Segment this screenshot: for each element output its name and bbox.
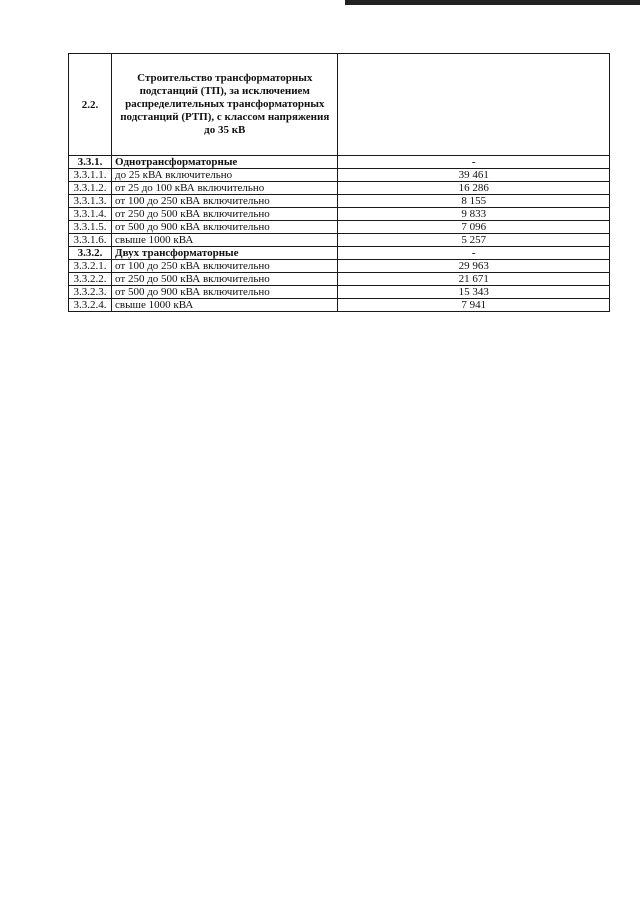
table-row [69, 195, 610, 208]
table-row [69, 169, 610, 182]
table-row [69, 299, 610, 312]
row-number: 3.3.1.6. [69, 234, 112, 247]
row-value: - [338, 156, 610, 169]
row-number: 3.3.1.1. [69, 169, 112, 182]
table-row [69, 234, 610, 247]
table-row [69, 260, 610, 273]
row-number: 3.3.1. [69, 156, 112, 169]
table-row [69, 182, 610, 195]
row-number: 3.3.1.3. [69, 195, 112, 208]
table-header-row [69, 54, 610, 156]
row-value: 15 343 [338, 286, 610, 299]
table-body [69, 54, 610, 312]
scan-edge-mark [345, 0, 640, 5]
row-number: 3.3.2.3. [69, 286, 112, 299]
table-row [69, 156, 610, 169]
table-row [69, 247, 610, 260]
table-row [69, 208, 610, 221]
header-number: 2.2. [69, 54, 112, 156]
row-value: 21 671 [338, 273, 610, 286]
row-name: от 250 до 500 кВА включительно [112, 208, 338, 221]
row-value: 16 286 [338, 182, 610, 195]
row-name: Однотрансформаторные [112, 156, 338, 169]
row-value: 39 461 [338, 169, 610, 182]
row-name: свыше 1000 кВА [112, 234, 338, 247]
row-value: 29 963 [338, 260, 610, 273]
row-name: свыше 1000 кВА [112, 299, 338, 312]
row-name: от 100 до 250 кВА включительно [112, 260, 338, 273]
row-name: от 100 до 250 кВА включительно [112, 195, 338, 208]
row-value: - [338, 247, 610, 260]
row-value: 7 096 [338, 221, 610, 234]
row-value: 7 941 [338, 299, 610, 312]
table-row [69, 273, 610, 286]
row-number: 3.3.2. [69, 247, 112, 260]
table-row [69, 286, 610, 299]
row-number: 3.3.1.2. [69, 182, 112, 195]
row-value: 5 257 [338, 234, 610, 247]
row-number: 3.3.2.2. [69, 273, 112, 286]
row-name: Двух трансформаторные [112, 247, 338, 260]
row-number: 3.3.1.4. [69, 208, 112, 221]
row-number: 3.3.1.5. [69, 221, 112, 234]
table-row [69, 221, 610, 234]
row-name: от 25 до 100 кВА включительно [112, 182, 338, 195]
row-number: 3.3.2.1. [69, 260, 112, 273]
tariff-table [68, 53, 610, 312]
row-number: 3.3.2.4. [69, 299, 112, 312]
row-name: от 500 до 900 кВА включительно [112, 221, 338, 234]
row-name: от 500 до 900 кВА включительно [112, 286, 338, 299]
row-name: от 250 до 500 кВА включительно [112, 273, 338, 286]
header-value [338, 54, 610, 156]
header-title: Строительство трансформаторных подстанций (ТП), за исключением распределительных трансформаторных подстанций (РТП), с классом напряжения до 35 кВ [112, 54, 338, 156]
row-value: 9 833 [338, 208, 610, 221]
row-name: до 25 кВА включительно [112, 169, 338, 182]
row-value: 8 155 [338, 195, 610, 208]
